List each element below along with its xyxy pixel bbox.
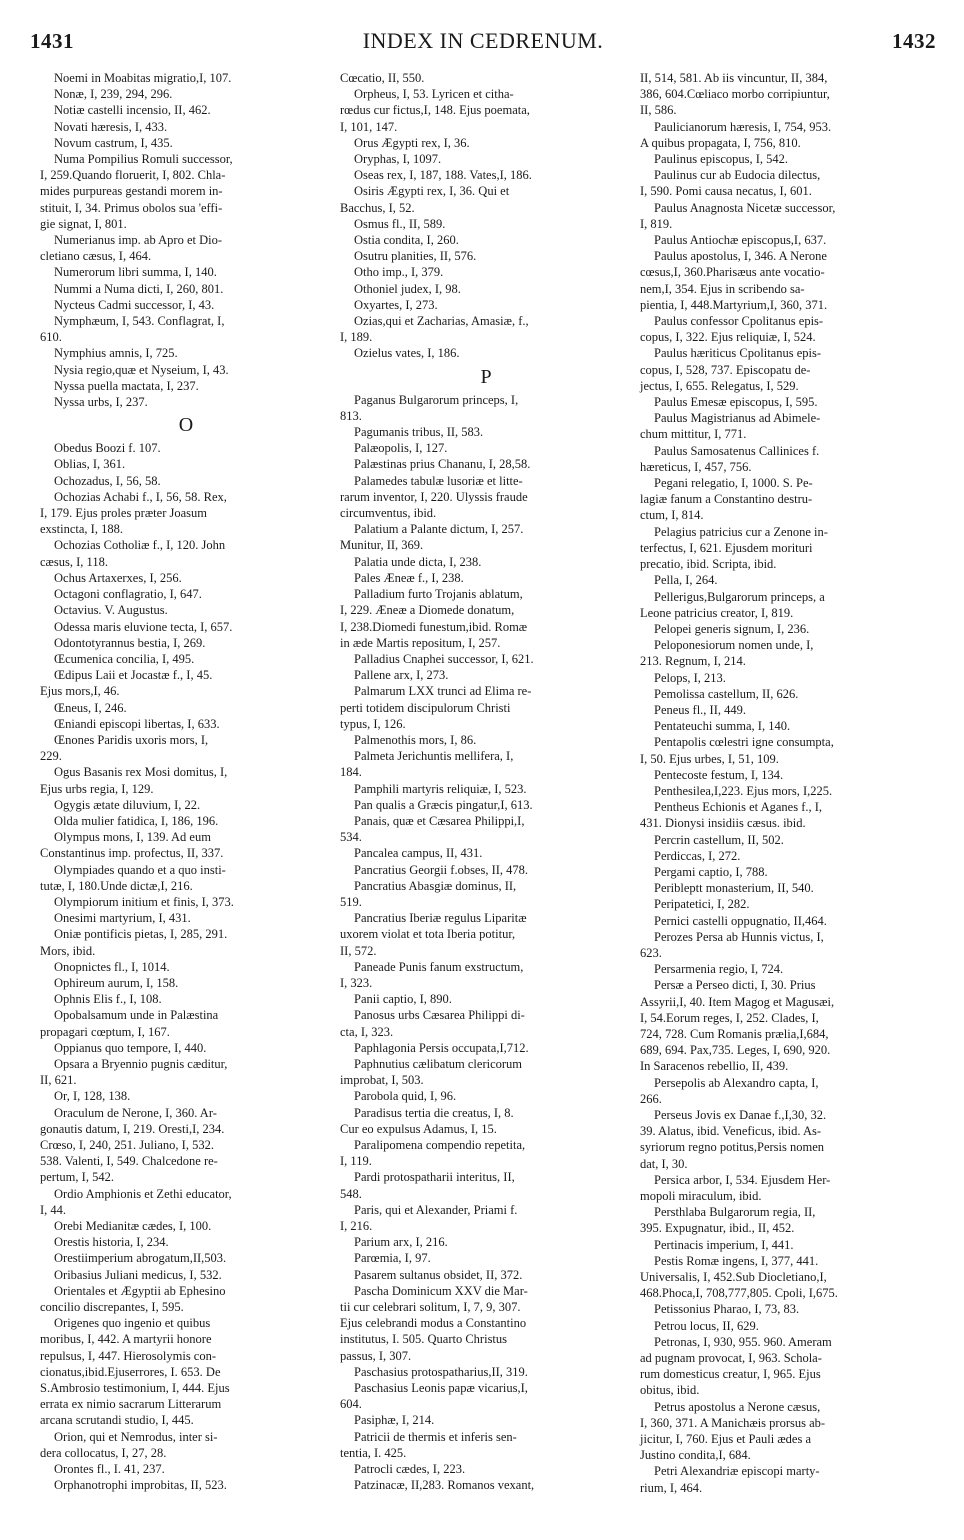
index-entry-continuation: II, 621.: [40, 1073, 77, 1088]
index-entry-continuation: 431. Dionysi insidiis cæsus. ibid.: [640, 816, 806, 831]
index-entry-line: Osiris Ægypti rex, I, 36. Qui et: [354, 184, 510, 199]
index-entry-line: Orion, qui et Nemrodus, inter si-: [54, 1429, 218, 1444]
index-entry-line: Obedus Boozi f. 107.: [54, 441, 161, 456]
index-entry-line: Nymphius amnis, I, 725.: [54, 346, 178, 361]
index-entry-line: Oblias, I, 361.: [54, 457, 126, 472]
section-letter-heading: P: [480, 365, 492, 388]
index-entry-line: Paulinus episcopus, I, 542.: [654, 152, 789, 167]
index-entry-line: Pamphili martyris reliquiæ, I, 523.: [354, 781, 527, 796]
index-entry-continuation: 266.: [640, 1091, 662, 1106]
index-entry-line: Paneade Punis fanum exstructum,: [354, 959, 524, 974]
index-entry-line: Petrus apostolus a Nerone cæsus,: [654, 1399, 821, 1414]
index-entry-line: Patricii de thermis et inferis sen-: [354, 1429, 517, 1444]
index-entry-continuation: 623.: [640, 945, 662, 960]
index-entry-line: Novum castrum, I, 435.: [54, 135, 173, 150]
index-entry-continuation: S.Ambrosio testimonium, I, 444. Ejus: [40, 1381, 230, 1396]
index-entry-continuation: mides purpureas gestandi morem in-: [40, 184, 223, 199]
index-entry-line: Pentecoste festum, I, 134.: [654, 767, 784, 782]
index-entry-continuation: Constantinus imp. profectus, II, 337.: [40, 846, 224, 861]
index-entry-line: Persthlaba Bulgarorum regia, II,: [654, 1205, 816, 1220]
index-entry-continuation: cionatus,ibid.Ejuserrores, I. 653. De: [40, 1364, 221, 1379]
index-entry-line: Paradisus tertia die creatus, I, 8.: [354, 1105, 514, 1120]
index-entry-continuation: 689, 694. Pax,735. Leges, I, 690, 920.: [640, 1043, 831, 1058]
index-entry-line: Panais, quæ et Cæsarea Philippi,I,: [354, 813, 525, 828]
index-entry-line: Peripatetici, I, 282.: [654, 897, 750, 912]
index-entry-line: Palæstinas prius Chananu, I, 28,58.: [354, 457, 531, 472]
index-entry-line: Octagoni conflagratio, I, 647.: [54, 587, 202, 602]
index-entry-continuation: cletiano cæsus, I, 464.: [40, 249, 152, 264]
index-entry-line: Paulus hæriticus Cpolitanus epis-: [654, 346, 822, 361]
index-entry-line: Ochozias Cotholiæ f., I, 120. John: [54, 538, 226, 553]
index-entry-continuation: cta, I, 323.: [340, 1024, 394, 1039]
index-entry-line: Petronas, I, 930, 955. 960. Ameram: [654, 1334, 832, 1349]
index-entry-continuation: propagari cœptum, I, 167.: [40, 1024, 170, 1039]
index-entry-continuation: I, 229. Æneæ a Diomede donatum,: [340, 603, 515, 618]
index-entry-line: Numa Pompilius Romuli successor,: [54, 152, 233, 167]
index-entry-line: Octavius. V. Augustus.: [54, 603, 168, 618]
index-entry-line: Olympiorum initium et finis, I, 373.: [54, 894, 234, 909]
index-column-2: [340, 70, 632, 1496]
index-entry-line: Nysia regio,quæ et Nyseium, I, 43.: [54, 362, 229, 377]
index-entry-continuation: I, 101, 147.: [340, 119, 398, 134]
index-entry-continuation: tii cur celebrari solitum, I, 7, 9, 307.: [340, 1300, 521, 1315]
index-entry-line: Persarmenia regio, I, 724.: [654, 962, 784, 977]
index-entry-line: Pemolissa castellum, II, 626.: [654, 686, 799, 701]
index-entry-continuation: perti totidem discipulorum Christi: [340, 700, 511, 715]
index-entry-continuation: nem,I, 354. Ejus in scribendo sa-: [640, 281, 805, 296]
index-entry-line: Parium arx, I, 216.: [354, 1235, 448, 1250]
index-entry-line: Perseus Jovis ex Danae f.,I,30, 32.: [654, 1108, 827, 1122]
index-entry-continuation: I, 259.Quando floruerit, I, 802. Chla-: [40, 168, 226, 183]
index-entry-continuation: 724, 728. Cum Romanis prælia,I,684,: [640, 1026, 829, 1041]
index-entry-line: Osutru planities, II, 576.: [354, 249, 477, 264]
index-entry-line: Odontotyrannus bestia, I, 269.: [54, 635, 206, 650]
index-entry-line: Pallene arx, I, 273.: [354, 668, 449, 683]
index-entry-continuation: Justino condita,I, 684.: [640, 1448, 751, 1463]
index-entry-line: Orphanotrophi improbitas, II, 523.: [54, 1478, 227, 1493]
index-entry-line: Ochus Artaxerxes, I, 256.: [54, 570, 182, 585]
index-entry-continuation: dat, I, 30.: [640, 1156, 688, 1171]
index-entry-line: Pernici castelli oppugnatio, II,464.: [654, 913, 827, 928]
index-entry-line: Osmus fl., II, 589.: [354, 216, 446, 231]
index-entry-line: Pancratius Georgii f.obses, II, 478.: [354, 862, 529, 877]
index-entry-line: Parobola quid, I, 96.: [354, 1089, 457, 1104]
index-entry-continuation: I, 54.Eorum reges, I, 252. Clades, I,: [640, 1010, 819, 1025]
index-entry-line: Palladius Cnaphei successor, I, 621.: [354, 651, 534, 666]
index-entry-line: Paralipomena compendio repetita,: [354, 1138, 526, 1152]
index-entry-line: Ostia condita, I, 260.: [354, 233, 459, 248]
index-entry-continuation: jectus, I, 655. Relegatus, I, 529.: [640, 378, 799, 393]
index-entry-line: Pentapolis cœlestri igne consumpta,: [654, 735, 834, 750]
index-entry-continuation: obitus, ibid.: [640, 1383, 700, 1398]
index-entry-line: Paulicianorum hæresis, I, 754, 953.: [654, 119, 832, 134]
index-entry-line: Oribasius Juliani medicus, I, 532.: [54, 1267, 222, 1282]
index-entry-continuation: 468.Phoca,I, 708,777,805. Cpoli, I,675.: [640, 1286, 838, 1301]
index-entry-line: Palamedes tabulæ lusoriæ et litte-: [354, 473, 523, 488]
index-entry-continuation: copus, I, 322. Ejus reliquiæ, I, 524.: [640, 330, 816, 345]
index-entry-line: Orontes fl., I. 41, 237.: [54, 1462, 165, 1477]
index-entry-continuation: I, 50. Ejus urbes, I, 51, 109.: [640, 751, 779, 766]
index-entry-line: Pan qualis a Græcis pingatur,I, 613.: [354, 797, 533, 812]
index-entry-line: Peloponesiorum nomen unde, I,: [654, 638, 814, 653]
index-entry-line: Othoniel judex, I, 98.: [354, 281, 461, 296]
index-entry-line: Ogus Basanis rex Mosi domitus, I,: [54, 765, 228, 780]
index-entry-line: Otho imp., I, 379.: [354, 265, 444, 280]
index-entry-line: Oniæ pontificis pietas, I, 285, 291.: [54, 927, 228, 942]
index-entry-line: Panii captio, I, 890.: [354, 992, 452, 1007]
index-entry-line: Pegani relegatio, I, 1000. S. Pe-: [654, 476, 813, 491]
index-entry-line: Paulus Emesæ episcopus, I, 595.: [654, 395, 818, 410]
index-entry-line: Œdipus Laii et Jocastæ f., I, 45.: [54, 668, 213, 683]
index-entry-continuation: jicitur, I, 760. Ejus et Pauli ædes a: [640, 1432, 812, 1447]
index-entry-line: Œcumenica concilia, I, 495.: [54, 651, 195, 666]
index-entry-continuation: 184.: [340, 765, 362, 780]
index-entry-continuation: cæsus, I, 118.: [40, 554, 108, 569]
index-entry-line: Pestis Romæ ingens, I, 377, 441.: [654, 1253, 819, 1268]
index-entry-continuation: Ejus celebrandi modus a Constantino: [340, 1316, 527, 1331]
index-entry-continuation: circumventus, ibid.: [340, 506, 437, 521]
index-entry-continuation: dera collocatus, I, 27, 28.: [40, 1445, 167, 1460]
index-entry-line: Origenes quo ingenio et quibus: [54, 1316, 211, 1331]
index-entry-continuation: I, 216.: [340, 1219, 373, 1234]
index-entry-line: Nyssa puella mactata, I, 237.: [54, 378, 199, 393]
index-entry-line: Oseas rex, I, 187, 188. Vates,I, 186.: [354, 168, 532, 183]
index-entry-line: Palæopolis, I, 127.: [354, 441, 448, 456]
index-entry-line: Pagumanis tribus, II, 583.: [354, 425, 484, 440]
index-entry-line: Ophnis Elis f., I, 108.: [54, 992, 162, 1007]
index-entry-continuation: I, 189.: [340, 330, 373, 345]
index-entry-line: Or, I, 128, 138.: [54, 1089, 131, 1104]
index-entry-continuation: rum domesticus creatur, I, 965. Ejus: [640, 1367, 821, 1382]
index-entry-line: Œnones Paridis uxoris mors, I,: [54, 732, 209, 747]
index-entry-line: Ozielus vates, I, 186.: [354, 346, 460, 361]
index-entry-line: Paulus confessor Cpolitanus epis-: [654, 314, 824, 329]
index-entry-line: Olympiades quando et a quo insti-: [54, 862, 226, 877]
index-entry-line: Peneus fl., II, 449.: [654, 702, 746, 717]
index-entry-line: Paschasius protospatharius,II, 319.: [354, 1364, 528, 1379]
index-entry-continuation: stituit, I, 34. Primus obolos sua 'effi-: [40, 200, 223, 215]
index-entry-line: Petissonius Pharao, I, 73, 83.: [654, 1302, 800, 1317]
index-entry-line: Nycteus Cadmi successor, I, 43.: [54, 297, 215, 312]
index-entry-line: Ochozadus, I, 56, 58.: [54, 473, 161, 488]
index-entry-continuation: II, 572.: [340, 943, 377, 958]
index-entry-continuation: moribus, I, 442. A martyrii honore: [40, 1332, 212, 1347]
index-entry-continuation: Bacchus, I, 52.: [340, 200, 415, 215]
index-entry-continuation: terfectus, I, 621. Ejusdem morituri: [640, 540, 813, 555]
index-entry-line: Pelopei generis signum, I, 236.: [654, 621, 810, 636]
index-entry-line: Percrin castellum, II, 502.: [654, 832, 784, 847]
index-entry-line: Palmeta Jerichuntis mellifera, I,: [354, 749, 514, 764]
index-entry-line: Palatia unde dicta, I, 238.: [354, 554, 482, 569]
index-entry-line: Perozes Persa ab Hunnis victus, I,: [654, 929, 824, 944]
index-entry-continuation: 386, 604.Cœliaco morbo corripiuntur,: [640, 87, 830, 102]
index-entry-continuation: tentia, I. 425.: [340, 1445, 407, 1460]
index-entry-continuation: I, 119.: [340, 1154, 372, 1169]
index-entry-continuation: Mors, ibid.: [40, 943, 96, 958]
index-entry-line: Paphnutius cælibatum clericorum: [354, 1056, 523, 1071]
index-entry-line: Orebi Medianitæ cædes, I, 100.: [54, 1219, 212, 1234]
index-entry-line: Pellerigus,Bulgarorum princeps, a: [654, 589, 825, 604]
index-entry-continuation: 39. Alatus, ibid. Veneficus, ibid. As-: [640, 1124, 822, 1139]
index-entry-line: Persepolis ab Alexandro capta, I,: [654, 1075, 819, 1090]
index-entry-line: Orientales et Ægyptii ab Ephesino: [54, 1283, 226, 1298]
index-entry-continuation: Ejus mors,I, 46.: [40, 684, 120, 699]
index-entry-line: Paulus Magistrianus ad Abimele-: [654, 411, 821, 426]
index-entry-line: Ochozias Achabi f., I, 56, 58. Rex,: [54, 489, 227, 504]
index-entry-line: Œneus, I, 246.: [54, 700, 127, 715]
index-entry-line: Novati hæresis, I, 433.: [54, 119, 168, 134]
index-entry-line: Numerianus imp. ab Apro et Dio-: [54, 233, 223, 248]
index-entry-continuation: 548.: [340, 1186, 362, 1201]
index-entry-continuation: tutæ, I, 180.Unde dictæ,I, 216.: [40, 878, 193, 893]
index-entry-continuation: I, 179. Ejus proles præter Joasum: [40, 506, 207, 521]
index-entry-continuation: 604.: [340, 1397, 362, 1412]
index-entry-continuation: improbat, I, 503.: [340, 1073, 424, 1088]
index-entry-line: Patzinacæ, II,283. Romanos vexant,: [354, 1478, 535, 1493]
index-entry-continuation: I, 323.: [340, 975, 373, 990]
index-entry-line: Palmenothis mors, I, 86.: [354, 732, 477, 747]
index-entry-line: Notiæ castelli incensio, II, 462.: [54, 103, 211, 118]
index-entry-line: Persica arbor, I, 534. Ejusdem Her-: [654, 1172, 831, 1187]
index-entry-continuation: in æde Martis repositum, I, 257.: [340, 635, 501, 650]
index-entry-continuation: 538. Valenti, I, 549. Chalcedone re-: [40, 1154, 218, 1169]
index-entry-continuation: I, 238.Diomedi funestum,ibid. Romæ: [340, 619, 528, 634]
index-entry-line: Nymphæum, I, 543. Conflagrat, I,: [54, 314, 225, 329]
index-entry-line: Nyssa urbs, I, 237.: [54, 395, 148, 410]
index-entry-continuation: II, 586.: [640, 103, 677, 118]
index-entry-continuation: Assyrii,I, 40. Item Magog et Magusæi,: [640, 994, 835, 1009]
index-entry-line: Orus Ægypti rex, I, 36.: [354, 135, 470, 150]
index-entry-line: Pentheus Echionis et Aganes f., I,: [654, 800, 823, 815]
index-entry-continuation: Crœso, I, 240, 251. Juliano, I, 532.: [40, 1138, 214, 1152]
index-entry-line: Paphlagonia Persis occupata,I,712.: [354, 1040, 529, 1055]
index-entry-continuation: repulsus, I, 447. Hierosolymis con-: [40, 1348, 217, 1363]
index-entry-line: Pella, I, 264.: [654, 573, 718, 588]
index-entry-line: Paulus Anagnosta Nicetæ successor,: [654, 200, 836, 215]
index-entry-line: Paganus Bulgarorum princeps, I,: [354, 392, 519, 407]
index-column-1: [40, 70, 332, 1496]
index-entry-line: Olda mulier fatidica, I, 186, 196.: [54, 813, 219, 828]
index-columns: [40, 70, 932, 1496]
index-entry-continuation: I, 360, 371. A Manichæis prorsus ab-: [640, 1415, 826, 1430]
index-entry-line: Numerorum libri summa, I, 140.: [54, 265, 217, 280]
index-entry-line: Onopnictes fl., I, 1014.: [54, 959, 170, 974]
index-entry-line: Pancalea campus, II, 431.: [354, 846, 483, 861]
index-entry-line: Œniandi episcopi libertas, I, 633.: [54, 716, 220, 731]
index-entry-continuation: ad pugnam provocat, I, 963. Schola-: [640, 1351, 822, 1366]
index-entry-line: Pasarem sultanus obsidet, II, 372.: [354, 1267, 523, 1282]
index-entry-continuation: exstincta, I, 188.: [40, 522, 123, 537]
page-number-left: 1431: [30, 29, 74, 53]
index-entry-line: Nummi a Numa dicti, I, 260, 801.: [54, 281, 224, 296]
index-entry-continuation: Ejus urbs regia, I, 129.: [40, 781, 154, 796]
index-entry-line: Orpheus, I, 53. Lyricen et citha-: [354, 87, 514, 102]
index-entry-continuation: gonautis datum, I, 219. Oresti,I, 234.: [40, 1121, 225, 1136]
index-entry-continuation: 213. Regnum, I, 214.: [640, 654, 746, 669]
index-entry-continuation: mopoli miraculum, ibid.: [640, 1189, 762, 1204]
index-entry-continuation: Cur eo expulsus Adamus, I, 15.: [340, 1121, 497, 1136]
index-entry-line: Paulus Antiochæ episcopus,I, 637.: [654, 233, 827, 248]
index-entry-continuation: hæreticus, I, 457, 756.: [640, 459, 752, 474]
index-entry-line: Peribleptt monasterium, II, 540.: [654, 881, 814, 896]
index-entry-line: Onesimi martyrium, I, 431.: [54, 911, 191, 926]
index-entry-continuation: Cœcatio, II, 550.: [340, 71, 425, 85]
page-number-right: 1432: [892, 29, 936, 53]
index-entry-continuation: concilio discrepantes, I, 595.: [40, 1300, 184, 1315]
index-entry-continuation: 229.: [40, 749, 62, 764]
page-header: [30, 28, 936, 62]
index-entry-continuation: arcana scrutandi studio, I, 445.: [40, 1413, 194, 1428]
index-entry-line: Petri Alexandriæ episcopi marty-: [654, 1464, 820, 1479]
index-entry-continuation: 395. Expugnatur, ibid., II, 452.: [640, 1221, 795, 1236]
index-entry-line: Perdiccas, I, 272.: [654, 848, 741, 863]
index-entry-line: Pentateuchi summa, I, 140.: [654, 719, 791, 734]
index-entry-line: Noemi in Moabitas migratio,I, 107.: [54, 71, 232, 85]
index-entry-continuation: Munitur, II, 369.: [340, 538, 424, 553]
index-entry-continuation: I, 590. Pomi causa necatus, I, 601.: [640, 184, 812, 199]
index-entry-continuation: A quibus propagata, I, 756, 810.: [640, 135, 801, 150]
section-letter-heading: O: [178, 414, 194, 437]
index-entry-line: Parœmia, I, 97.: [354, 1251, 431, 1266]
index-entry-line: Pasiphæ, I, 214.: [354, 1413, 435, 1428]
index-entry-line: Pascha Dominicum XXV die Mar-: [354, 1283, 528, 1298]
index-entry-line: Palmarum LXX trunci ad Elima re-: [354, 684, 532, 699]
index-entry-continuation: errata ex nimio sacrarum Litterarum: [40, 1397, 222, 1412]
index-entry-continuation: pientia, I, 448.Martyrium,I, 360, 371.: [640, 297, 828, 312]
index-entry-continuation: 813.: [340, 408, 362, 423]
index-entry-line: Persæ a Perseo dicti, I, 30. Prius: [654, 978, 816, 993]
index-entry-continuation: precatio, ibid. Scripta, ibid.: [640, 557, 777, 572]
index-entry-line: Orestiimperium abrogatum,II,503.: [54, 1251, 227, 1266]
index-entry-line: Pales Æneæ f., I, 238.: [354, 570, 464, 585]
index-entry-line: Ophireum aurum, I, 158.: [54, 975, 179, 990]
index-entry-continuation: 610.: [40, 330, 62, 345]
index-entry-line: Pancratius Abasgiæ dominus, II,: [354, 878, 517, 893]
index-entry-continuation: rœdus cur fictus,I, 148. Ejus poemata,: [340, 103, 530, 118]
running-title: INDEX IN CEDRENUM.: [362, 28, 604, 53]
index-entry-continuation: In Saracenos rebellio, II, 439.: [640, 1059, 789, 1074]
index-entry-line: Pelagius patricius cur a Zenone in-: [654, 524, 828, 539]
index-entry-line: Palladium furto Trojanis ablatum,: [354, 587, 523, 602]
index-entry-line: Paulus apostolus, I, 346. A Nerone: [654, 249, 827, 264]
index-entry-line: Paulinus cur ab Eudocia dilectus,: [654, 168, 821, 183]
index-entry-continuation: rarum inventor, I, 220. Ulyssis fraude: [340, 489, 528, 504]
index-entry-continuation: gie signat, I, 801.: [40, 216, 127, 231]
index-entry-line: Paulus Samosatenus Callinices f.: [654, 443, 820, 458]
index-entry-line: Odessa maris eluvione tecta, I, 657.: [54, 619, 233, 634]
index-entry-line: Penthesilea,I,223. Ejus mors, I,225.: [654, 783, 833, 798]
index-entry-continuation: 519.: [340, 894, 362, 909]
index-entry-line: Panosus urbs Cæsarea Philippi di-: [354, 1008, 525, 1023]
index-entry-line: Pancratius Iberiæ regulus Liparitæ: [354, 911, 527, 926]
index-entry-continuation: II, 514, 581. Ab iis vincuntur, II, 384,: [640, 71, 828, 85]
index-entry-continuation: institutus, I. 505. Quarto Christus: [340, 1332, 508, 1347]
index-entry-line: Oxyartes, I, 273.: [354, 297, 438, 312]
index-entry-continuation: passus, I, 307.: [340, 1348, 412, 1363]
index-entry-line: Patrocli cædes, I, 223.: [354, 1462, 466, 1477]
index-entry-continuation: 534.: [340, 830, 362, 845]
index-entry-line: Pertinacis imperium, I, 441.: [654, 1237, 794, 1252]
index-entry-continuation: chum mittitur, I, 771.: [640, 427, 747, 442]
index-entry-continuation: I, 44.: [40, 1202, 67, 1217]
index-entry-line: Nonæ, I, 239, 294, 296.: [54, 87, 173, 102]
index-entry-continuation: pertum, I, 542.: [40, 1170, 114, 1185]
index-entry-continuation: copus, I, 528, 737. Episcopatu de-: [640, 362, 811, 377]
index-entry-continuation: lagiæ fanum a Constantino destru-: [640, 492, 813, 507]
index-entry-continuation: ctum, I, 814.: [640, 508, 704, 523]
index-entry-line: Pelops, I, 213.: [654, 670, 726, 685]
index-entry-continuation: Leone patricius creator, I, 819.: [640, 605, 794, 620]
index-entry-line: Oppianus quo tempore, I, 440.: [54, 1040, 207, 1055]
index-entry-line: Oraculum de Nerone, I, 360. Ar-: [54, 1105, 217, 1120]
index-entry-continuation: I, 819.: [640, 216, 673, 231]
index-entry-continuation: syriorum regno potitus,Persis nomen: [640, 1140, 825, 1155]
index-entry-continuation: Universalis, I, 452.Sub Diocletiano,I,: [640, 1270, 827, 1285]
index-entry-continuation: typus, I, 126.: [340, 716, 406, 731]
index-entry-line: Pardi protospatharii interitus, II,: [354, 1170, 515, 1185]
index-entry-line: Palatium a Palante dictum, I, 257.: [354, 522, 524, 537]
index-entry-line: Paschasius Leonis papæ vicarius,I,: [354, 1381, 528, 1396]
index-column-3: [640, 70, 932, 1496]
index-entry-continuation: uxorem violat et tota Iberia potitur,: [340, 927, 516, 942]
index-entry-line: Opobalsamum unde in Palæstina: [54, 1008, 219, 1023]
index-entry-line: Opsara a Bryennio pugnis cæditur,: [54, 1056, 228, 1071]
index-entry-continuation: cœsus,I, 360.Pharisæus ante vocatio-: [640, 265, 825, 280]
index-entry-line: Orestis historia, I, 234.: [54, 1235, 169, 1250]
index-entry-line: Oryphas, I, 1097.: [354, 152, 442, 167]
index-entry-line: Olympus mons, I, 139. Ad eum: [54, 830, 211, 845]
index-entry-continuation: rium, I, 464.: [640, 1480, 703, 1495]
index-entry-line: Ogygis ætate diluvium, I, 22.: [54, 797, 201, 812]
index-entry-line: Ordio Amphionis et Zethi educator,: [54, 1186, 232, 1201]
index-entry-line: Ozias,qui et Zacharias, Amasiæ, f.,: [354, 314, 529, 329]
index-entry-line: Petrou locus, II, 629.: [654, 1318, 759, 1333]
index-entry-line: Pergami captio, I, 788.: [654, 864, 768, 879]
index-entry-line: Paris, qui et Alexander, Priami f.: [354, 1202, 518, 1217]
